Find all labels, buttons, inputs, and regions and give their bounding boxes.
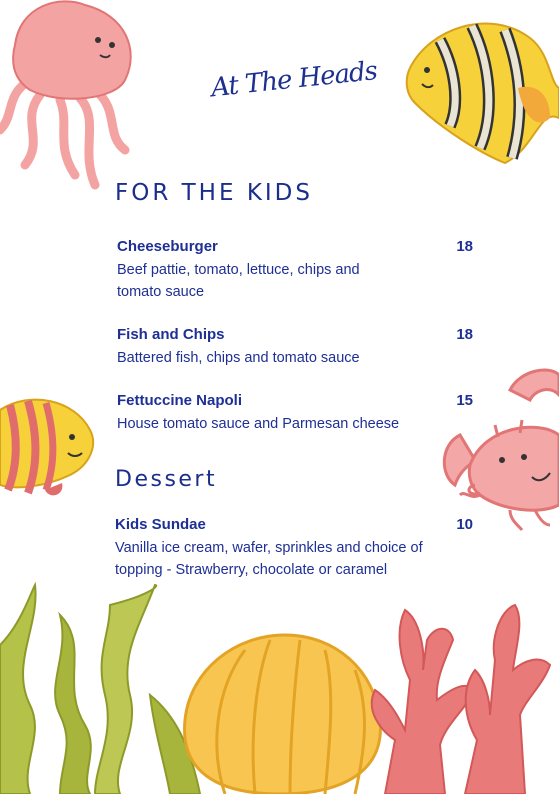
restaurant-logo: At The Heads	[209, 56, 379, 104]
angelfish-icon	[400, 8, 559, 168]
menu-item-fish-and-chips	[117, 325, 473, 369]
shell-icon	[175, 630, 390, 794]
dessert-section-title: Dessert	[115, 467, 218, 492]
item-description: Battered fish, chips and tomato sauce	[117, 350, 360, 366]
item-description: Vanilla ice cream, wafer, sprinkles and choice of topping - Strawberry, chocolate or caramel	[115, 540, 423, 578]
striped-fish-icon	[0, 395, 95, 505]
item-price: 10	[456, 516, 473, 533]
item-name: Cheeseburger	[117, 238, 218, 255]
item-name: Fettuccine Napoli	[117, 392, 243, 409]
coral-icon	[365, 600, 559, 794]
kids-section-title: FOR THE KIDS	[115, 180, 313, 206]
item-price: 18	[456, 326, 473, 343]
menu-item-cheeseburger	[117, 237, 473, 303]
menu-item-fettuccine-napoli	[117, 391, 473, 435]
item-description: House tomato sauce and Parmesan cheese	[117, 416, 400, 432]
item-description: Beef pattie, tomato, lettuce, chips and tomato sauce	[117, 262, 360, 300]
jellyfish-icon	[0, 0, 160, 200]
item-name: Kids Sundae	[115, 516, 206, 533]
item-price: 18	[456, 238, 473, 255]
menu-item-kids-sundae	[115, 515, 475, 581]
item-price: 15	[456, 392, 473, 409]
item-name: Fish and Chips	[117, 326, 225, 343]
